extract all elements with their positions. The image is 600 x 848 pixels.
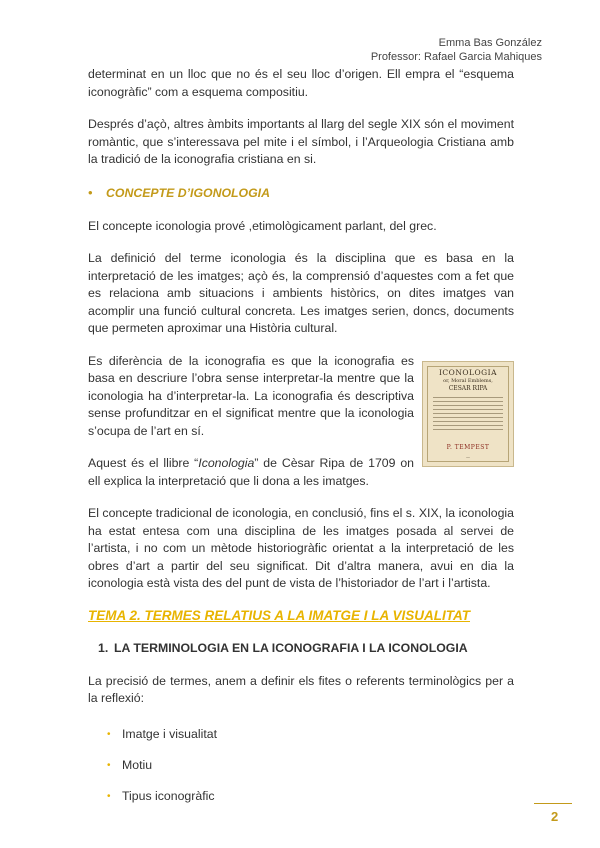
header-author: Emma Bas González — [438, 37, 542, 49]
numbered-heading-text: LA TERMINOLOGIA EN LA ICONOGRAFIA I LA ICONOLOGIA — [114, 640, 468, 655]
p6-pre: Aquest és el llibre “ — [88, 456, 199, 470]
bullet-icon: • — [107, 759, 111, 771]
book-title: ICONOLOGIA — [438, 367, 498, 377]
list-item: • Motiu — [107, 757, 153, 772]
paragraph-3: El concepte iconologia prové ,etimològicament parlant, del grec. — [88, 218, 437, 233]
bullet-icon: • — [107, 790, 111, 802]
paragraph-1: determinat en un lloc que no és el seu lloc d’origen. Ell empra el “esquema iconogràfic” com a esquema compositiu. — [88, 67, 514, 99]
page-content — [88, 66, 514, 819]
numbered-heading — [98, 640, 514, 657]
bullet-icon: • — [107, 728, 111, 740]
bullet-icon: • — [88, 185, 93, 200]
paragraph-4: La definició del terme iconologia és la disciplina que es basa en la interpretació de les imatges; açò és, la comprensió d’aquestes com a fet que es relaciona amb situacions i ambients històrics, on dites imatges van acomplir una funció cultural concreta. Les imatges serien, doncs, documents que permeten aproximar una Història cultural. — [88, 251, 514, 335]
list-item: • Imatge i visualitat — [107, 726, 218, 741]
paragraph-7: El concepte tradicional de iconologia, en conclusió, fins el s. XIX, la iconologia ha estat entesa com una disciplina de les imatges posada al servei de l’artista, i no com un mètode historiogràfic orientat a la interpretació de les obres d’art a partir del seu significat. Dit d’altra manera, avui en dia la iconologia està vista des del punt de vista de l’historiador de l’art i l’artista. — [88, 506, 514, 590]
section-bullet-text: CONCEPTE D’IGONOLOGIA — [106, 185, 270, 200]
paragraph-8: La precisió de termes, anem a definir els fites o referents terminològics per a la reflexió: — [88, 673, 514, 705]
book-author: CESAR RIPA — [448, 384, 488, 392]
book-printer: P. TEMPEST — [446, 443, 490, 451]
page-header — [371, 36, 542, 64]
book-cover-image — [422, 361, 514, 467]
numbered-heading-number: 1. — [98, 640, 109, 655]
header-professor: Professor: Rafael Garcia Mahiques — [370, 51, 542, 63]
footer-divider — [534, 803, 572, 804]
section-bullet-heading — [88, 185, 514, 202]
book-imprint-line: — — [466, 453, 470, 459]
paragraph-2: Després d’açò, altres àmbits importants al llarg del segle XIX són el moviment romàntic, que s’interessava pel mite i el símbol, i l’Arqueologia Cristiana amb la tradició de la iconografia cristiana en si. — [88, 117, 514, 166]
list-item: • Tipus iconogràfic — [107, 788, 215, 803]
book-subtitle: or, Moral Emblems, — [443, 377, 493, 384]
paragraph-5: Es diferència de la iconografia es que la iconografia es basa en descriure l’obra sense interpretar-la mentre que la iconologia ha d’interpretar-la. La iconografia és descriptiva sense profunditzar en el significat mentre que la iconologia s’ocupa de l’art en sí. — [88, 353, 414, 438]
page-number: 2 — [551, 809, 559, 824]
p6-post: ” de Cèsar Ripa de 1709 on ell explica la interpretació que li dona a les imatges. — [88, 456, 414, 488]
tema-heading: TEMA 2. TERMES RELATIUS A LA IMATGE I LA VISUALITAT — [88, 607, 470, 623]
p6-book-title: Iconologia — [198, 456, 255, 470]
bullet-list — [88, 726, 514, 805]
book-text-lines — [433, 394, 503, 433]
